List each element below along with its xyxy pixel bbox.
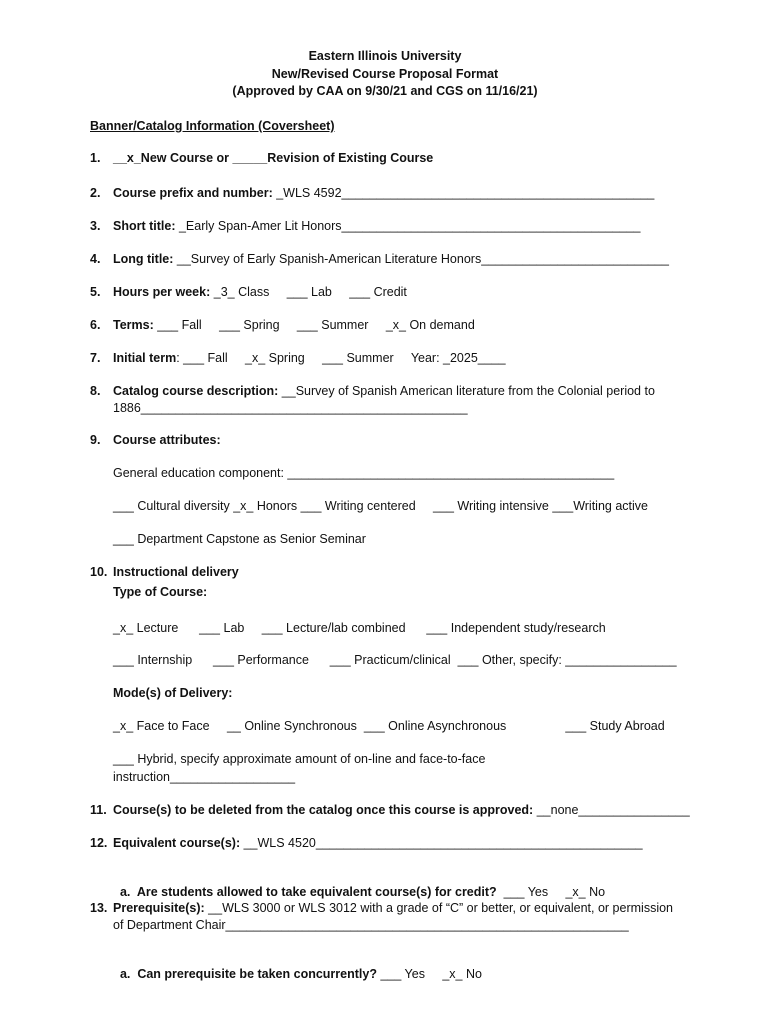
catalog-description-field[interactable]: __Survey of Spanish American literature from the Colonial period to: [278, 384, 655, 398]
item-number: 10.: [90, 565, 108, 579]
terms-field[interactable]: ___ Fall ___ Spring ___ Summer _x_ On demand: [153, 318, 475, 332]
equivalent-credit-answer[interactable]: ___ Yes _x_ No: [496, 885, 606, 899]
hybrid-field[interactable]: ___ Hybrid, specify approximate amount of on-line and face-to-face: [113, 752, 486, 766]
course-prefix-label: Course prefix and number:: [113, 186, 273, 200]
gen-ed-field[interactable]: General education component: _______________________________________________: [113, 466, 615, 480]
course-attributes-label: Course attributes:: [113, 433, 221, 447]
item-number: 5.: [90, 285, 101, 299]
item-number: 13.: [90, 901, 108, 915]
item-number: 8.: [90, 384, 101, 398]
prerequisites-field[interactable]: __WLS 3000 or WLS 3012 with a grade of “C” or better, or equivalent, or permission: [204, 901, 673, 915]
form-title: New/Revised Course Proposal Format: [271, 67, 499, 81]
deleted-courses-field[interactable]: __none________________: [533, 803, 690, 817]
long-title-field[interactable]: __Survey of Early Spanish-American Literature Honors___________________________: [173, 252, 669, 266]
item-number: 7.: [90, 351, 101, 365]
type-of-course-label: Type of Course:: [113, 585, 208, 599]
course-type-row-2[interactable]: ___ Internship ___ Performance ___ Practicum/clinical ___ Other, specify: ________________: [113, 653, 677, 667]
concurrent-answer[interactable]: ___ Yes _x_ No: [376, 967, 482, 981]
attributes-field[interactable]: ___ Cultural diversity _x_ Honors ___ Writing centered ___ Writing intensive ___Writing active: [113, 499, 648, 513]
mode-of-delivery-label: Mode(s) of Delivery:: [113, 686, 233, 700]
item-number: 4.: [90, 252, 101, 266]
item-number: 11.: [90, 803, 107, 817]
short-title-field[interactable]: _Early Span-Amer Lit Honors___________________________________________: [175, 219, 641, 233]
item-12a: [113, 868, 605, 900]
item-number: 9.: [90, 433, 101, 447]
equivalent-credit-question: a. Are students allowed to take equivalent course(s) for credit?: [119, 885, 497, 899]
new-course-field[interactable]: __x_New Course or _____Revision of Existing Course: [113, 151, 434, 165]
equivalent-courses-label: Equivalent course(s):: [113, 836, 241, 850]
university-name: Eastern Illinois University: [308, 49, 462, 63]
item-number: 6.: [90, 318, 101, 332]
approval-note: (Approved by CAA on 9/30/21 and CGS on 11/16/21): [232, 84, 538, 98]
terms-label: Terms:: [113, 318, 154, 332]
hours-field[interactable]: _3_ Class ___ Lab ___ Credit: [210, 285, 407, 299]
initial-term-label: Initial term: [113, 351, 177, 365]
short-title-label: Short title:: [113, 219, 176, 233]
hours-label: Hours per week:: [113, 285, 211, 299]
concurrent-question: a. Can prerequisite be taken concurrently?: [119, 967, 377, 981]
course-prefix-field[interactable]: _WLS 4592_____________________________________________: [272, 186, 655, 200]
hybrid-field-continued[interactable]: instruction__________________: [113, 770, 296, 784]
item-number: 12.: [90, 836, 108, 850]
catalog-description-label: Catalog course description:: [113, 384, 279, 398]
item-number: 1.: [90, 151, 101, 165]
item-number: 3.: [90, 219, 101, 233]
capstone-field[interactable]: ___ Department Capstone as Senior Seminar: [113, 532, 366, 546]
equivalent-courses-field[interactable]: __WLS 4520_______________________________________________: [240, 836, 643, 850]
instructional-delivery-label: Instructional delivery: [113, 565, 239, 579]
section-title: Banner/Catalog Information (Coversheet): [90, 119, 335, 133]
course-type-row-1[interactable]: _x_ Lecture ___ Lab ___ Lecture/lab combined ___ Independent study/research: [113, 621, 606, 635]
prerequisites-label: Prerequisite(s):: [113, 901, 205, 915]
delivery-mode-row[interactable]: _x_ Face to Face __ Online Synchronous ___ Online Asynchronous ___ Study Abroad: [113, 719, 665, 733]
item-number: 2.: [90, 186, 101, 200]
deleted-courses-label: Course(s) to be deleted from the catalog once this course is approved:: [113, 803, 534, 817]
catalog-description-continued[interactable]: 1886_______________________________________________: [113, 401, 468, 415]
initial-term-field[interactable]: : ___ Fall _x_ Spring ___ Summer Year: _2025____: [176, 351, 506, 365]
item-13a: [113, 950, 482, 982]
long-title-label: Long title:: [113, 252, 174, 266]
prerequisites-field-continued[interactable]: of Department Chair__________________________________________________________: [113, 918, 629, 932]
